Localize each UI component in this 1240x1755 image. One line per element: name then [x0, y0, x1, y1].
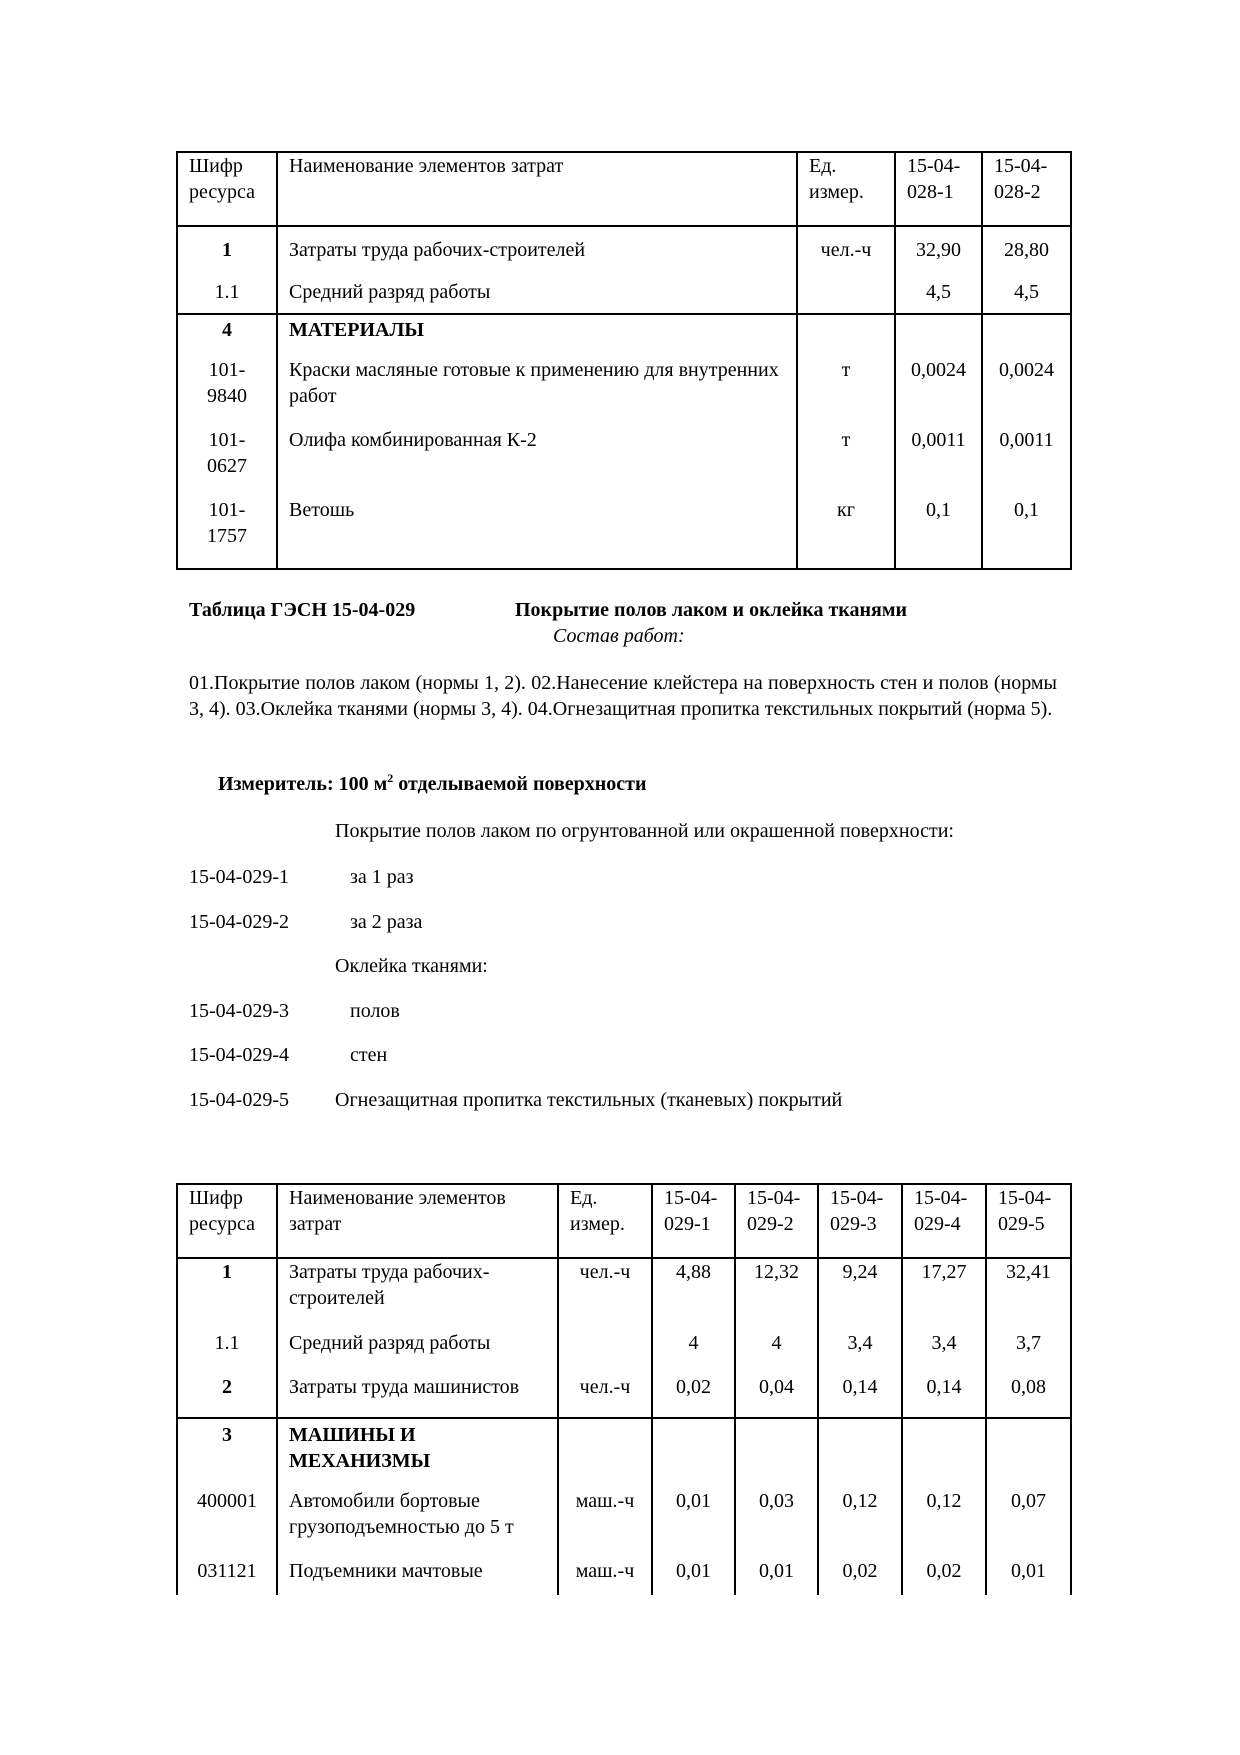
row-code: 1	[177, 226, 277, 270]
row-unit	[558, 1418, 652, 1488]
table-header-row	[177, 152, 1071, 226]
resource-table-028	[176, 151, 1072, 570]
row-value: 4,5	[982, 270, 1071, 314]
row-value: 0,01	[652, 1558, 735, 1595]
row-name: Олифа комбинированная К-2	[277, 427, 797, 497]
row-value: 0,0011	[895, 427, 982, 497]
row-unit: т	[797, 357, 895, 427]
row-value: 32,41	[986, 1258, 1071, 1330]
row-value: 0,12	[902, 1488, 986, 1558]
norm-desc: Огнезащитная пропитка текстильных (тканевых) покрытий	[335, 1089, 843, 1111]
header-unit: Ед. измер.	[558, 1184, 652, 1258]
norm-code: 15-04-029-3	[189, 1000, 289, 1022]
table-row	[177, 1418, 1071, 1488]
row-value: 3,4	[902, 1330, 986, 1374]
row-value: 0,04	[735, 1374, 818, 1418]
row-name: МАТЕРИАЛЫ	[277, 314, 797, 357]
row-value	[902, 1418, 986, 1488]
row-value: 3,7	[986, 1330, 1071, 1374]
row-unit: маш.-ч	[558, 1558, 652, 1595]
row-unit	[797, 314, 895, 357]
row-value: 32,90	[895, 226, 982, 270]
row-code: 1.1	[177, 1330, 277, 1374]
row-value	[735, 1418, 818, 1488]
section-title: Покрытие полов лаком и оклейка тканями	[515, 599, 907, 621]
row-value: 0,01	[735, 1558, 818, 1595]
measure-line	[218, 771, 647, 797]
table-row	[177, 357, 1071, 427]
header-col: 15-04-029-5	[986, 1184, 1071, 1258]
row-value: 4	[735, 1330, 818, 1374]
row-value: 28,80	[982, 226, 1071, 270]
row-value	[895, 314, 982, 357]
table-row	[177, 1330, 1071, 1374]
group-heading: Покрытие полов лаком по огрунтованной или окрашенной поверхности:	[335, 820, 954, 842]
table-row	[177, 270, 1071, 314]
row-value	[986, 1418, 1071, 1488]
header-name: Наименование элементов затрат	[277, 152, 797, 226]
row-value: 0,02	[652, 1374, 735, 1418]
row-value: 0,02	[818, 1558, 902, 1595]
row-value: 0,14	[902, 1374, 986, 1418]
measure-suffix: отделываемой поверхности	[393, 773, 647, 795]
header-unit: Ед. измер.	[797, 152, 895, 226]
row-name: Затраты труда рабочих-строителей	[277, 1258, 558, 1330]
row-value: 0,01	[652, 1488, 735, 1558]
row-value: 4,88	[652, 1258, 735, 1330]
measure-superscript: 2	[387, 771, 394, 785]
row-unit: т	[797, 427, 895, 497]
norm-code: 15-04-029-1	[189, 866, 289, 888]
row-name: Автомобили бортовые грузоподъемностью до 5 т	[277, 1488, 558, 1558]
row-unit	[558, 1330, 652, 1374]
row-code: 031121	[177, 1558, 277, 1595]
table-row	[177, 1374, 1071, 1418]
row-unit: чел.-ч	[797, 226, 895, 270]
row-code: 4	[177, 314, 277, 357]
row-name: Средний разряд работы	[277, 270, 797, 314]
row-value	[652, 1418, 735, 1488]
row-code: 101-1757	[177, 497, 277, 569]
row-code: 400001	[177, 1488, 277, 1558]
row-value	[982, 314, 1071, 357]
row-value: 4	[652, 1330, 735, 1374]
resource-table-029	[176, 1183, 1072, 1595]
row-name: Средний разряд работы	[277, 1330, 558, 1374]
row-name: Ветошь	[277, 497, 797, 569]
row-value: 0,01	[986, 1558, 1071, 1595]
row-value: 17,27	[902, 1258, 986, 1330]
row-value: 3,4	[818, 1330, 902, 1374]
row-value: 0,07	[986, 1488, 1071, 1558]
section-subtitle: Состав работ:	[553, 625, 685, 647]
header-name: Наименование элементов затрат	[277, 1184, 558, 1258]
norm-desc: полов	[350, 1000, 400, 1022]
norm-desc: за 1 раз	[350, 866, 414, 888]
table-row	[177, 314, 1071, 357]
composition-text: 01.Покрытие полов лаком (нормы 1, 2). 02.Нанесение клейстера на поверхность стен и полов (нормы 3, 4). 03.Оклейка тканями (нормы 3, 4). 04.Огнезащитная пропитка текстильных покрытий (норма 5).	[189, 672, 1057, 720]
header-col: 15-04-029-3	[818, 1184, 902, 1258]
norm-desc: за 2 раза	[350, 911, 423, 933]
row-name: Подъемники мачтовые	[277, 1558, 558, 1595]
row-value: 0,0024	[895, 357, 982, 427]
row-code: 101-9840	[177, 357, 277, 427]
table-row	[177, 497, 1071, 569]
row-unit: кг	[797, 497, 895, 569]
row-unit: чел.-ч	[558, 1374, 652, 1418]
header-code: Шифр ресурса	[177, 1184, 277, 1258]
row-value: 0,02	[902, 1558, 986, 1595]
row-value: 4,5	[895, 270, 982, 314]
row-code: 2	[177, 1374, 277, 1418]
row-name: Затраты труда рабочих-строителей	[277, 226, 797, 270]
row-code: 1	[177, 1258, 277, 1330]
header-col: 15-04-028-1	[895, 152, 982, 226]
row-code: 3	[177, 1418, 277, 1488]
row-value: 0,0011	[982, 427, 1071, 497]
norm-code: 15-04-029-5	[189, 1089, 289, 1111]
measure-prefix: Измеритель: 100 м	[218, 773, 388, 795]
row-unit: чел.-ч	[558, 1258, 652, 1330]
row-value: 12,32	[735, 1258, 818, 1330]
table-row	[177, 427, 1071, 497]
row-name: Затраты труда машинистов	[277, 1374, 558, 1418]
row-name: МАШИНЫ И МЕХАНИЗМЫ	[277, 1418, 558, 1488]
table-row	[177, 1258, 1071, 1330]
table-label: Таблица ГЭСН 15-04-029	[189, 599, 416, 621]
row-value	[818, 1418, 902, 1488]
table-row	[177, 226, 1071, 270]
header-col: 15-04-029-1	[652, 1184, 735, 1258]
norm-code: 15-04-029-4	[189, 1044, 289, 1066]
row-value: 0,0024	[982, 357, 1071, 427]
header-col: 15-04-028-2	[982, 152, 1071, 226]
group-heading: Оклейка тканями:	[335, 955, 488, 977]
row-value: 0,1	[895, 497, 982, 569]
row-value: 0,1	[982, 497, 1071, 569]
row-value: 0,14	[818, 1374, 902, 1418]
row-unit: маш.-ч	[558, 1488, 652, 1558]
row-value: 0,12	[818, 1488, 902, 1558]
table-header-row	[177, 1184, 1071, 1258]
row-code: 101-0627	[177, 427, 277, 497]
row-value: 0,08	[986, 1374, 1071, 1418]
row-code: 1.1	[177, 270, 277, 314]
row-value: 9,24	[818, 1258, 902, 1330]
norm-desc: стен	[350, 1044, 388, 1066]
header-col: 15-04-029-2	[735, 1184, 818, 1258]
header-col: 15-04-029-4	[902, 1184, 986, 1258]
row-value: 0,03	[735, 1488, 818, 1558]
table-row	[177, 1488, 1071, 1558]
header-code: Шифр ресурса	[177, 152, 277, 226]
row-unit	[797, 270, 895, 314]
row-name: Краски масляные готовые к применению для внутренних работ	[277, 357, 797, 427]
table-row	[177, 1558, 1071, 1595]
norm-code: 15-04-029-2	[189, 911, 289, 933]
